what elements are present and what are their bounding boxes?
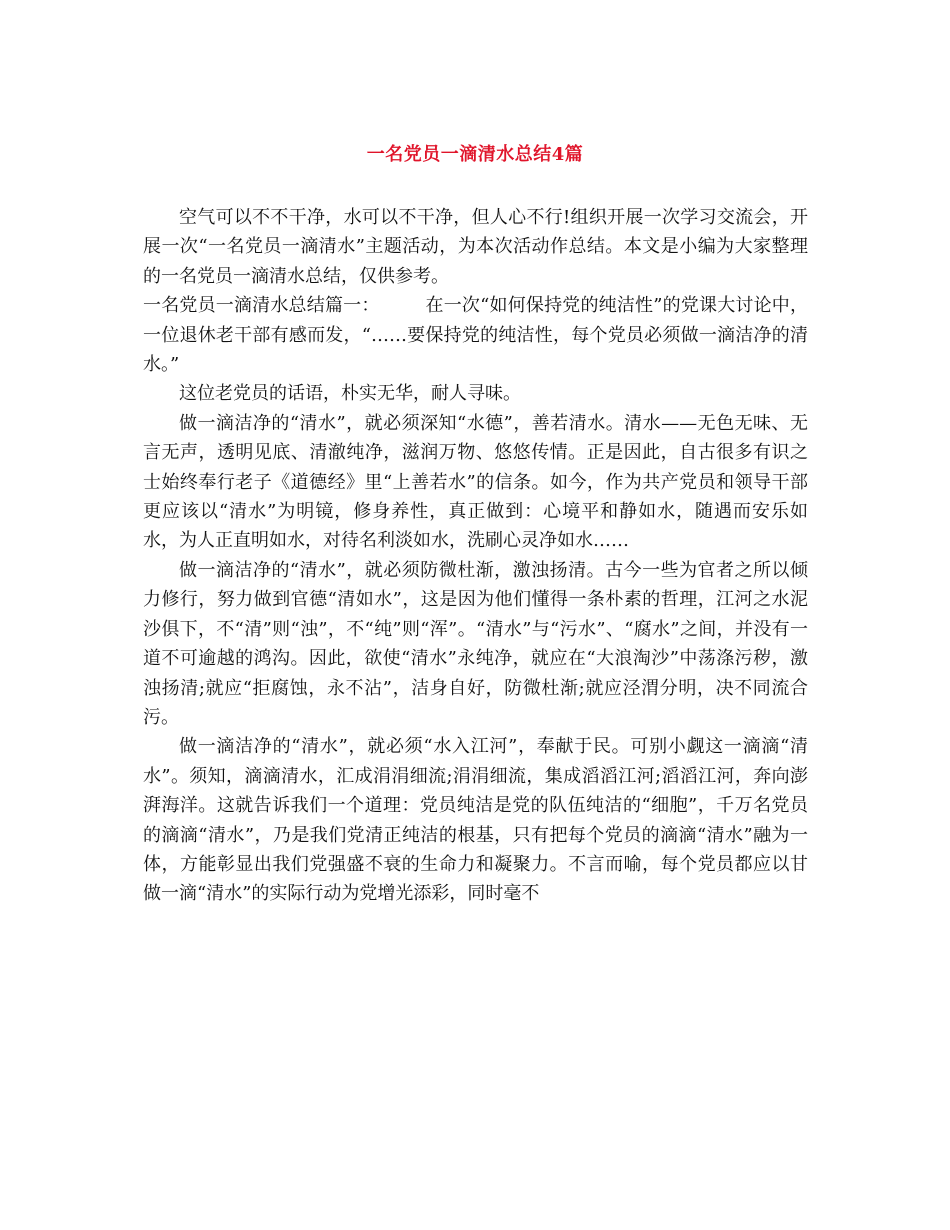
body-paragraph: 做一滴洁净的“清水”，就必须“水入江河”，奉献于民。可别小觑这一滴滴“清水”。须知，滴滴清水，汇成涓涓细流;涓涓细流，集成滔滔江河;滔滔江河，奔向澎湃海洋。这就告诉我们一个道理：党员纯洁是党的队伍纯洁的“细胞”，千万名党员的滴滴“清水”，乃是我们党清正纯洁的根基，只有把每个党员的滴滴“清水”融为一体，方能彰显出我们党强盛不衰的生命力和凝聚力。不言而喻，每个党员都应以甘做一滴“清水”的实际行动为党增光添彩，同时毫不	[143, 736, 808, 905]
section-1-paragraph	[143, 291, 808, 379]
intro-paragraph: 空气可以不不干净，水可以不干净，但人心不行!组织开展一次学习交流会，开展一次“一名党员一滴清水”主题活动，为本次活动作总结。本文是小编为大家整理的一名党员一滴清水总结，仅供参考。	[143, 207, 808, 287]
section-1-heading: 一名党员一滴清水总结篇一：	[143, 295, 380, 317]
body-paragraph: 做一滴洁净的“清水”，就必须防微杜渐，激浊扬清。古今一些为官者之所以倾力修行，努力做到官德“清如水”，这是因为他们懂得一条朴素的哲理，江河之水泥沙俱下，不“清”则“浊”，不“纯”则“浑”。“清水”与“污水”、“腐水”之间，并没有一道不可逾越的鸿沟。因此，欲使“清水”永纯净，就应在“大浪淘沙”中荡涤污秽，激浊扬清;就应“拒腐蚀，永不沾”，洁身自好，防微杜渐;就应泾渭分明，决不同流合污。	[143, 559, 808, 728]
document-body	[143, 203, 808, 909]
body-paragraph: 这位老党员的话语，朴实无华，耐人寻味。	[179, 383, 521, 405]
body-paragraph: 做一滴洁净的“清水”，就必须深知“水德”，善若清水。清水——无色无味、无言无声，透明见底、清澈纯净，滋润万物、悠悠传情。正是因此，自古很多有识之士始终奉行老子《道德经》里“上善若水”的信条。如今，作为共产党员和领导干部更应该以“清水”为明镜，修身养性，真正做到：心境平和静如水，随遇而安乐如水，为人正直明如水，对待名利淡如水，洗刷心灵净如水……	[143, 412, 808, 552]
document-title: 一名党员一滴清水总结4篇	[366, 144, 584, 165]
section-1-first-text: 在一次“如何保持党的纯洁性”的党课大讨论中，一位退休老干部有感而发，“……要保持党的纯洁性，每个党员必须做一滴洁净的清水。”	[143, 295, 809, 376]
